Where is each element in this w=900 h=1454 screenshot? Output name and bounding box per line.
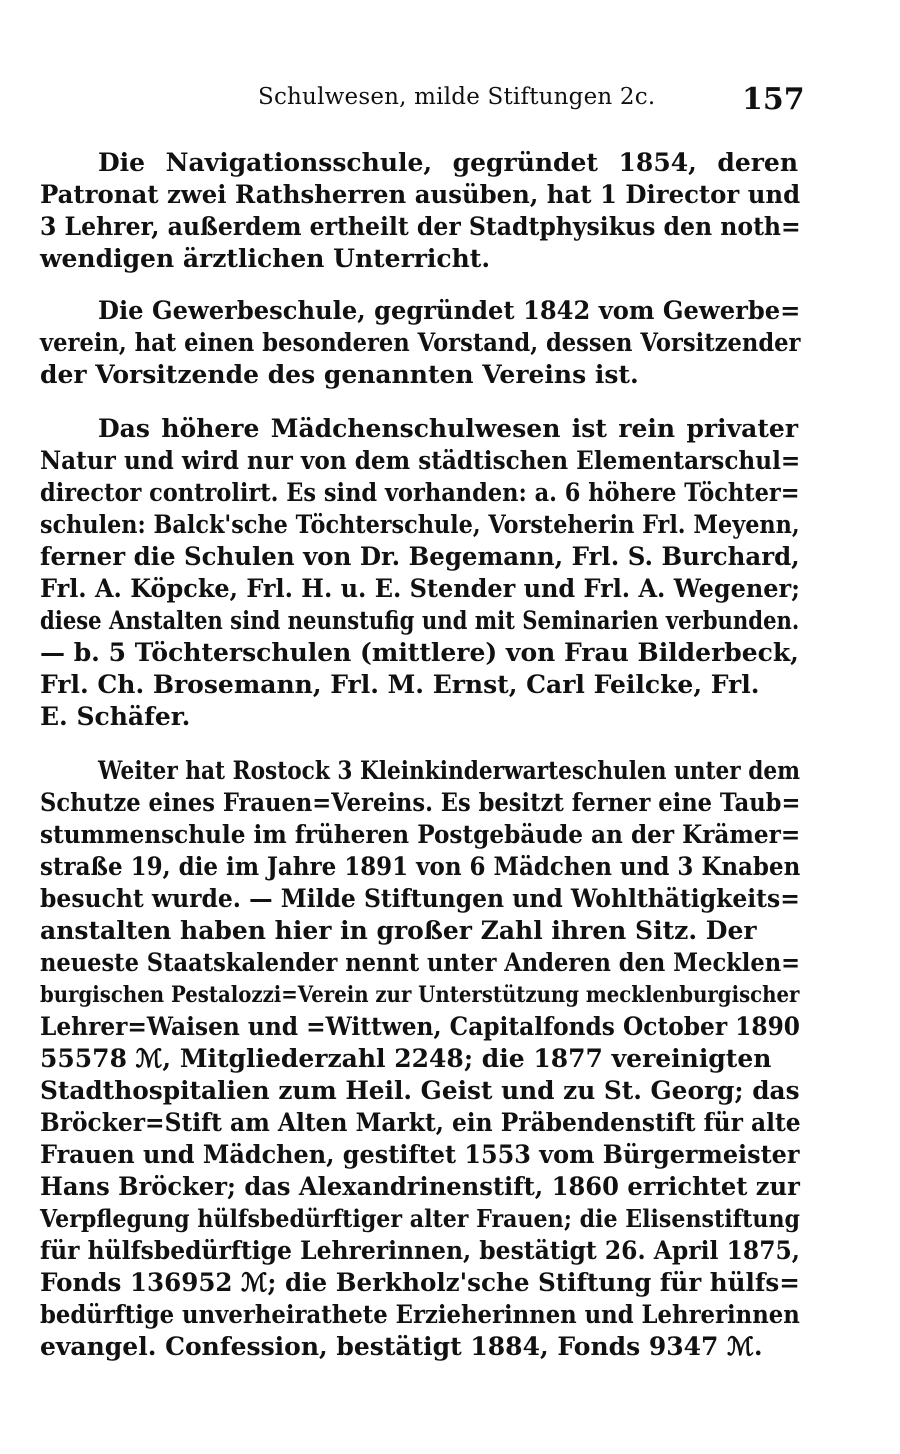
text-line: Verpflegung hülfsbedürftiger alter Frauen; die Elisenstiftung xyxy=(40,1204,801,1233)
text-line: Natur und wird nur von dem städtischen Elementarschul= xyxy=(40,446,801,475)
text-line: Lehrer=Waisen und =Wittwen, Capitalfonds October 1890 xyxy=(40,1012,800,1041)
text-line: Die Gewerbeschule, gegründet 1842 vom Gewerbe= xyxy=(98,296,801,325)
text-line: wendigen ärztlichen Unterricht. xyxy=(40,244,491,273)
text-line: evangel. Confession, bestätigt 1884, Fonds 9347 ℳ. xyxy=(40,1332,763,1361)
text-line: — b. 5 Töchterschulen (mittlere) von Frau Bilderbeck, xyxy=(40,638,799,667)
text-line: burgischen Pestalozzi=Verein zur Unterstützung mecklenburgischer xyxy=(40,982,800,1008)
text-line: Fonds 136952 ℳ; die Berkholz'sche Stiftung für hülfs= xyxy=(40,1268,800,1297)
text-line: diese Anstalten sind neunstufig und mit Seminarien verbunden. xyxy=(40,606,800,635)
text-line: director controlirt. Es sind vorhanden: a. 6 höhere Töchter= xyxy=(40,478,800,507)
text-line: E. Schäfer. xyxy=(40,702,191,731)
text-line: Schutze eines Frauen=Vereins. Es besitzt ferner eine Taub= xyxy=(40,788,801,817)
text-line: straße 19, die im Jahre 1891 von 6 Mädchen und 3 Knaben xyxy=(40,852,801,881)
page-number: 157 xyxy=(742,82,805,117)
text-line: Patronat zwei Rathsherren ausüben, hat 1 Director und xyxy=(40,180,801,209)
text-line: Stadthospitalien zum Heil. Geist und zu St. Georg; das xyxy=(40,1076,800,1105)
text-line: Hans Bröcker; das Alexandrinenstift, 1860 errichtet zur xyxy=(40,1172,800,1201)
text-line: Frauen und Mädchen, gestiftet 1553 vom Bürgermeister xyxy=(40,1140,800,1169)
text-line: ferner die Schulen von Dr. Begemann, Frl. S. Burchard, xyxy=(40,542,800,571)
text-line: anstalten haben hier in großer Zahl ihren Sitz. Der xyxy=(40,916,757,945)
text-line: besucht wurde. — Milde Stiftungen und Wohlthätigkeits= xyxy=(40,884,800,913)
text-line: für hülfsbedürftige Lehrerinnen, bestätigt 26. April 1875, xyxy=(40,1236,800,1265)
text-line: verein, hat einen besonderen Vorstand, dessen Vorsitzender xyxy=(40,328,801,357)
text-line: der Vorsitzende des genannten Vereins ist. xyxy=(40,360,639,389)
text-line: bedürftige unverheirathete Erzieherinnen und Lehrerinnen xyxy=(40,1300,800,1329)
text-line: Die Navigationsschule, gegründet 1854, deren xyxy=(98,148,798,177)
text-line: 3 Lehrer, außerdem ertheilt der Stadtphysikus den noth= xyxy=(40,212,801,241)
text-line: Frl. Ch. Brosemann, Frl. M. Ernst, Carl Feilcke, Frl. xyxy=(40,670,760,699)
running-title: Schulwesen, milde Stiftungen 2c. xyxy=(258,84,656,110)
text-line: schulen: Balck'sche Töchterschule, Vorsteherin Frl. Meyenn, xyxy=(40,510,800,539)
text-line: Bröcker=Stift am Alten Markt, ein Präbendenstift für alte xyxy=(40,1108,801,1137)
text-line: Frl. A. Köpcke, Frl. H. u. E. Stender und Frl. A. Wegener; xyxy=(40,574,801,603)
text-line: Weiter hat Rostock 3 Kleinkinderwarteschulen unter dem xyxy=(98,756,801,785)
text-line: stummenschule im früheren Postgebäude an der Krämer= xyxy=(40,820,801,849)
text-line: Das höhere Mädchenschulwesen ist rein privater xyxy=(98,414,798,443)
text-line: neueste Staatskalender nennt unter Anderen den Mecklen= xyxy=(40,948,801,977)
text-line: 55578 ℳ, Mitgliederzahl 2248; die 1877 vereinigten xyxy=(40,1044,772,1073)
